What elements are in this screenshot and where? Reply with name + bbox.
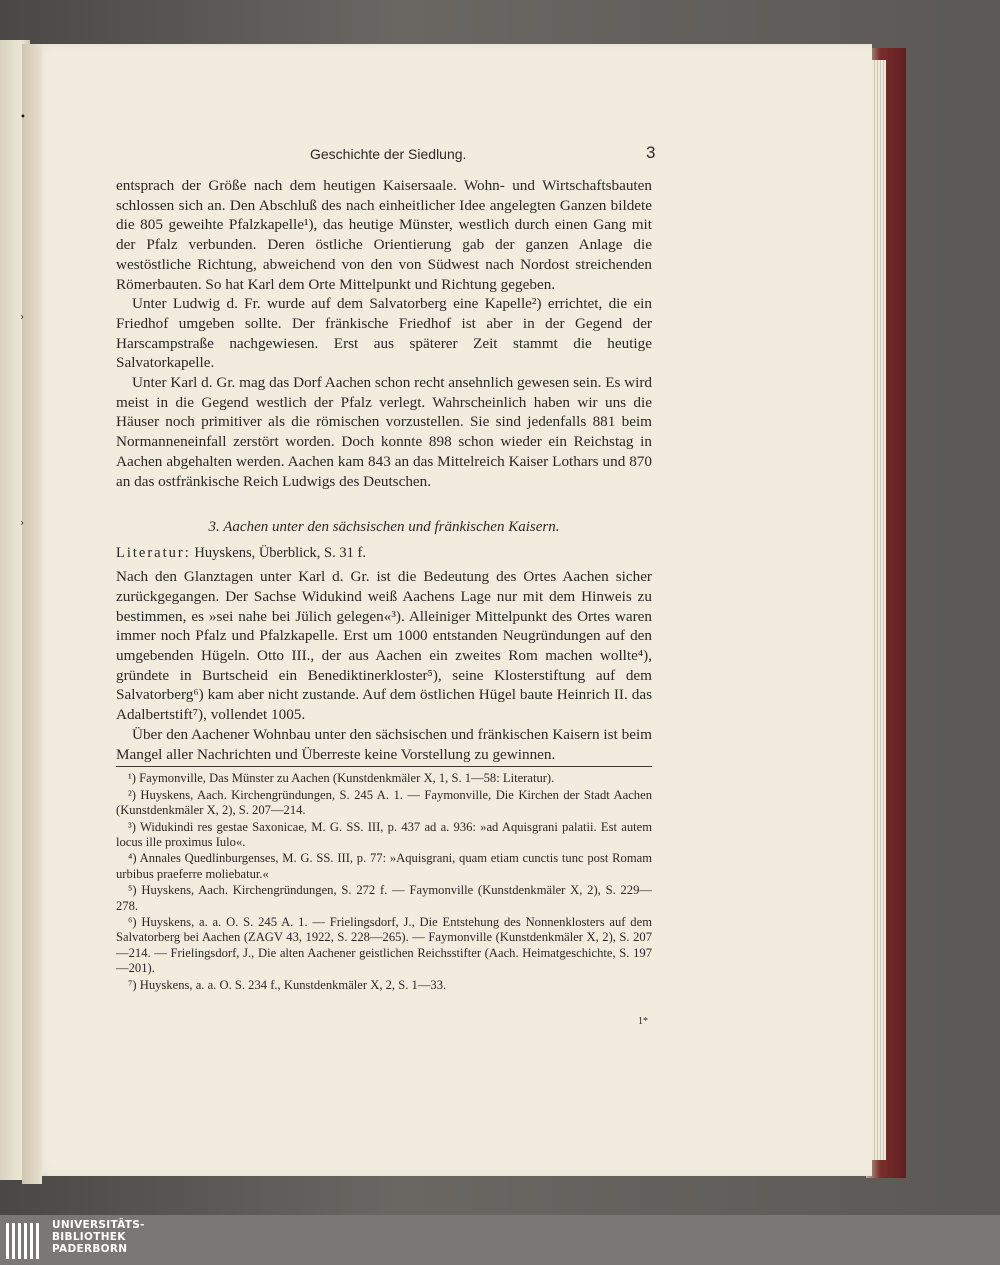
- footnote: ⁶) Huyskens, a. a. O. S. 245 A. 1. — Frielingsdorf, J., Die Entstehung des Nonnenklosters auf dem Salvatorberg bei Aachen (ZAGV 43, 1922, S. 228—265). — Faymonville (Kunstdenkmäler X, 2), S. 207—214. — Frielingsdorf, J., Die alten Aachener geistlichen Reichsstifter (Aach. Heimatgeschichte, S. 197—201).: [116, 914, 652, 976]
- book-gutter: [22, 44, 42, 1184]
- footnote: ⁴) Annales Quedlinburgenses, M. G. SS. III, p. 77: »Aquisgrani, quam etiam cunctis tunc post Romam urbibus praeferre moliebatur.«: [116, 851, 652, 881]
- footnote: ⁵) Huyskens, Aach. Kirchengründungen, S. 272 f. — Faymonville (Kunstdenkmäler X, 2), S. 229—278.: [116, 883, 652, 913]
- margin-mark: •: [20, 112, 26, 123]
- running-head: [0, 143, 1000, 166]
- page-number: 3: [646, 143, 656, 162]
- paragraph: Unter Karl d. Gr. mag das Dorf Aachen schon recht ansehnlich gewesen sein. Es wird meist in die Gegend westlich der Pfalz verlegt. Wahrscheinlich haben wir uns die Häuser noch primitiver als die römischen vorzustellen. Sie sind jedenfalls 881 beim Normanneneinfall zerstört worden. Doch konnte 898 schon wieder ein Reichstag in Aachen abgehalten werden. Aachen kam 843 an das Mittelreich Kaiser Lothars und 870 an das ostfränkische Reich Ludwigs des Deutschen.: [116, 374, 653, 490]
- library-footer-bar: [0, 1215, 1000, 1265]
- paragraph: Über den Aachener Wohnbau unter den sächsischen und fränkischen Kaisern ist beim Mangel aller Nachrichten und Überreste keine Vorstellung zu gewinnen.: [116, 725, 652, 763]
- library-logo-line: UNIVERSITÄTS-: [52, 1219, 145, 1231]
- literature-label: Literatur:: [116, 545, 191, 562]
- library-logo-line: PADERBORN: [52, 1243, 128, 1255]
- paragraph: Unter Ludwig d. Fr. wurde auf dem Salvatorberg eine Kapelle²) errichtet, die ein Friedhof umgeben sollte. Der fränkische Friedhof ist aber in der Gegend der Harscampstraße nachgewiesen. Erst aus späterer Zeit stammt die heutige Salvatorkapelle.: [116, 295, 652, 372]
- footnote: ⁷) Huyskens, a. a. O. S. 234 f., Kunstdenkmäler X, 2, S. 1—33.: [128, 977, 447, 992]
- library-logo-icon: [6, 1223, 42, 1259]
- margin-mark: ›: [20, 518, 24, 529]
- footnote: ³) Widukindi res gestae Saxonicae, M. G. SS. III, p. 437 ad a. 936: »ad Aquisgrani palatii. Est autem locus ille proximus Iulo«.: [116, 819, 652, 849]
- paragraph: Nach den Glanztagen unter Karl d. Gr. ist die Bedeutung des Ortes Aachen sicher zurückgegangen. Der Sachse Widukind weiß Aachens Lage nur mit dem Hinweis zu bestimmen, es »sei nahe bei Jülich gelegen«³). Alleiniger Mittelpunkt des Ortes waren immer noch Pfalz und Pfalzkapelle. Erst um 1000 entstanden Neugründungen auf den umgebenden Hügeln. Otto III., der aus Aachen ein zweites Rom machen wollte⁴), gründete in Burtscheid ein Benediktinerkloster⁵), seine Klosterstiftung auf dem Salvatorberg⁶) kam aber nicht zustande. Auf dem östlichen Hügel baute Heinrich II. das Adalbertstift⁷), vollendet 1005.: [116, 568, 652, 724]
- signature-mark: 1*: [638, 1016, 648, 1027]
- library-logo-line: BIBLIOTHEK: [52, 1231, 126, 1243]
- footnote: ²) Huyskens, Aach. Kirchengründungen, S. 245 A. 1. — Faymonville, Die Kirchen der Stadt Aachen (Kunstdenkmäler X, 2), S. 207—214.: [116, 787, 652, 818]
- section-heading: 3. Aachen unter den sächsischen und fränkischen Kaisern.: [208, 519, 560, 536]
- footnote-rule: [116, 766, 652, 767]
- literature-line: [116, 543, 652, 563]
- literature-text: Huyskens, Überblick, S. 31 f.: [194, 545, 366, 562]
- paragraph: entsprach der Größe nach dem heutigen Kaisersaale. Wohn- und Wirtschaftsbauten schlossen sich an. Den Abschluß des nach einheitlicher Idee angelegten Ganzen bildete die 805 geweihte Pfalzkapelle¹), das heutige Münster, westlich durch einen Gang mit der Pfalz verbunden. Deren östliche Orientierung gab der ganzen Anlage die westöstliche Richtung, abweichend von den von Südwest nach Nordost streichenden Römerbauten. So hat Karl dem Orte Mittelpunkt und Richtung gegeben.: [116, 177, 652, 293]
- page-body: [116, 176, 652, 994]
- footnote: ¹) Faymonville, Das Münster zu Aachen (Kunstdenkmäler X, 1, S. 1—58: Literatur).: [128, 771, 555, 786]
- library-logo-text: [52, 1219, 145, 1255]
- running-head-title: Geschichte der Siedlung.: [310, 146, 467, 162]
- margin-mark: ›: [20, 312, 24, 323]
